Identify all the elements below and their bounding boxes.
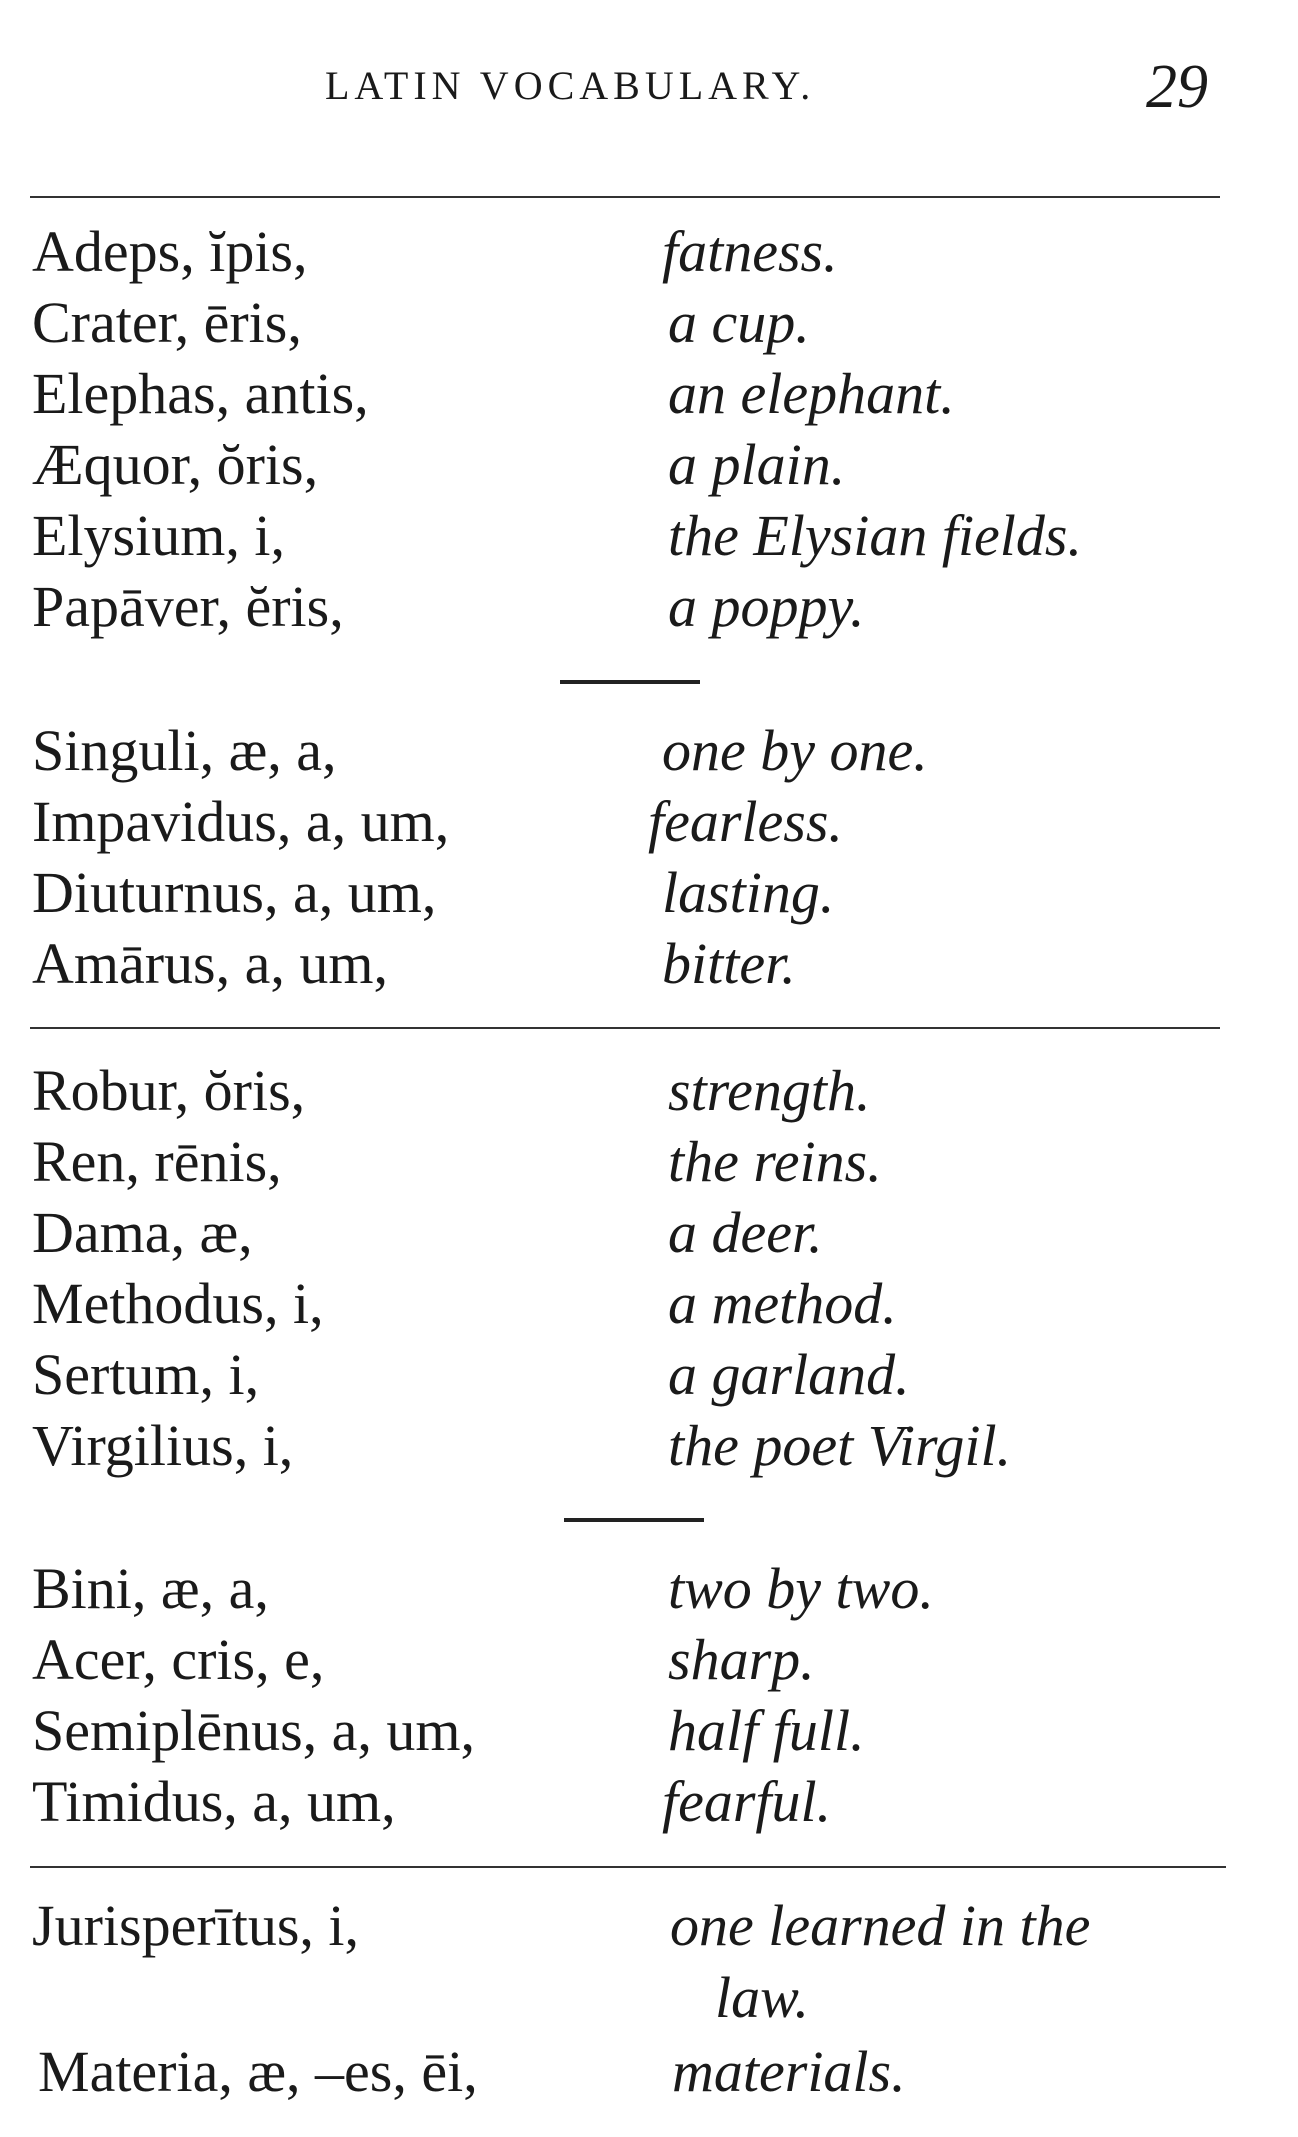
vocab-entry (0, 287, 1298, 359)
vocab-entry (0, 928, 1298, 1000)
latin-word: Bini, æ, a, (32, 1556, 269, 1621)
english-meaning: the Elysian fields. (668, 503, 1082, 568)
latin-word: Impavidus, a, um, (32, 789, 450, 854)
vocab-entry (0, 358, 1298, 430)
latin-word: Papāver, ĕris, (32, 574, 344, 639)
section-divider (564, 1518, 704, 1522)
vocab-entry (0, 571, 1298, 643)
vocab-entry (0, 500, 1298, 572)
vocab-entry (0, 715, 1298, 787)
latin-word: Methodus, i, (32, 1271, 324, 1336)
latin-word: Materia, æ, –es, ēi, (38, 2039, 478, 2104)
vocab-entry (0, 1890, 1298, 2034)
english-meaning: bitter. (662, 931, 796, 996)
latin-word: Robur, ŏris, (32, 1058, 306, 1123)
english-meaning: a cup. (668, 290, 810, 355)
latin-word: Elephas, antis, (32, 361, 369, 426)
vocab-entry (0, 1695, 1298, 1767)
latin-word: Sertum, i, (32, 1342, 260, 1407)
section-rule (30, 1027, 1220, 1029)
latin-word: Diuturnus, a, um, (32, 860, 437, 925)
vocab-entry (0, 1055, 1298, 1127)
vocab-entry (0, 216, 1298, 288)
english-meaning: materials. (672, 2039, 906, 2104)
header-rule (30, 196, 1220, 198)
english-meaning: a plain. (668, 432, 846, 497)
english-meaning (670, 1890, 1230, 2034)
latin-word: Virgilius, i, (32, 1413, 294, 1478)
english-meaning-line: one learned in the (670, 1893, 1091, 1958)
latin-word: Semiplēnus, a, um, (32, 1698, 476, 1763)
vocab-entry (0, 1268, 1298, 1340)
section-divider (560, 680, 700, 684)
vocab-entry (0, 857, 1298, 929)
page-number: 29 (1146, 53, 1208, 121)
latin-word: Jurisperītus, i, (32, 1893, 360, 1958)
english-meaning: fearful. (662, 1769, 832, 1834)
latin-word: Amārus, a, um, (32, 931, 388, 996)
latin-word: Dama, æ, (32, 1200, 253, 1265)
latin-word: Crater, ēris, (32, 290, 302, 355)
english-meaning: a poppy. (668, 574, 865, 639)
vocab-entry (0, 786, 1298, 858)
vocab-entry (0, 1410, 1298, 1482)
english-meaning: strength. (668, 1058, 871, 1123)
latin-word: Timidus, a, um, (32, 1769, 396, 1834)
latin-word: Acer, cris, e, (32, 1627, 325, 1692)
latin-word: Adeps, ĭpis, (32, 219, 308, 284)
vocab-entry (0, 1624, 1298, 1696)
running-head (0, 52, 1298, 122)
latin-word: Elysium, i, (32, 503, 285, 568)
english-meaning: fatness. (662, 219, 838, 284)
section-rule (30, 1866, 1226, 1868)
vocab-entry (0, 1766, 1298, 1838)
vocab-entry (0, 1197, 1298, 1269)
vocab-entry (0, 1553, 1298, 1625)
vocab-entry (0, 1339, 1298, 1411)
english-meaning: fearless. (648, 789, 843, 854)
vocab-entry (0, 2036, 1298, 2108)
latin-word: Æquor, ŏris, (32, 432, 319, 497)
vocab-entry (0, 1126, 1298, 1198)
running-title: LATIN VOCABULARY. (325, 63, 816, 108)
english-meaning: lasting. (662, 860, 835, 925)
english-meaning: sharp. (668, 1627, 815, 1692)
latin-word: Singuli, æ, a, (32, 718, 337, 783)
english-meaning-continuation: law. (715, 1965, 809, 2030)
vocab-entry (0, 429, 1298, 501)
english-meaning: the reins. (668, 1129, 882, 1194)
english-meaning: a garland. (668, 1342, 910, 1407)
english-meaning: two by two. (668, 1556, 934, 1621)
english-meaning: a method. (668, 1271, 897, 1336)
english-meaning: one by one. (662, 718, 928, 783)
english-meaning: half full. (668, 1698, 865, 1763)
english-meaning: a deer. (668, 1200, 823, 1265)
english-meaning: the poet Virgil. (668, 1413, 1012, 1478)
latin-word: Ren, rēnis, (32, 1129, 282, 1194)
english-meaning: an elephant. (668, 361, 955, 426)
